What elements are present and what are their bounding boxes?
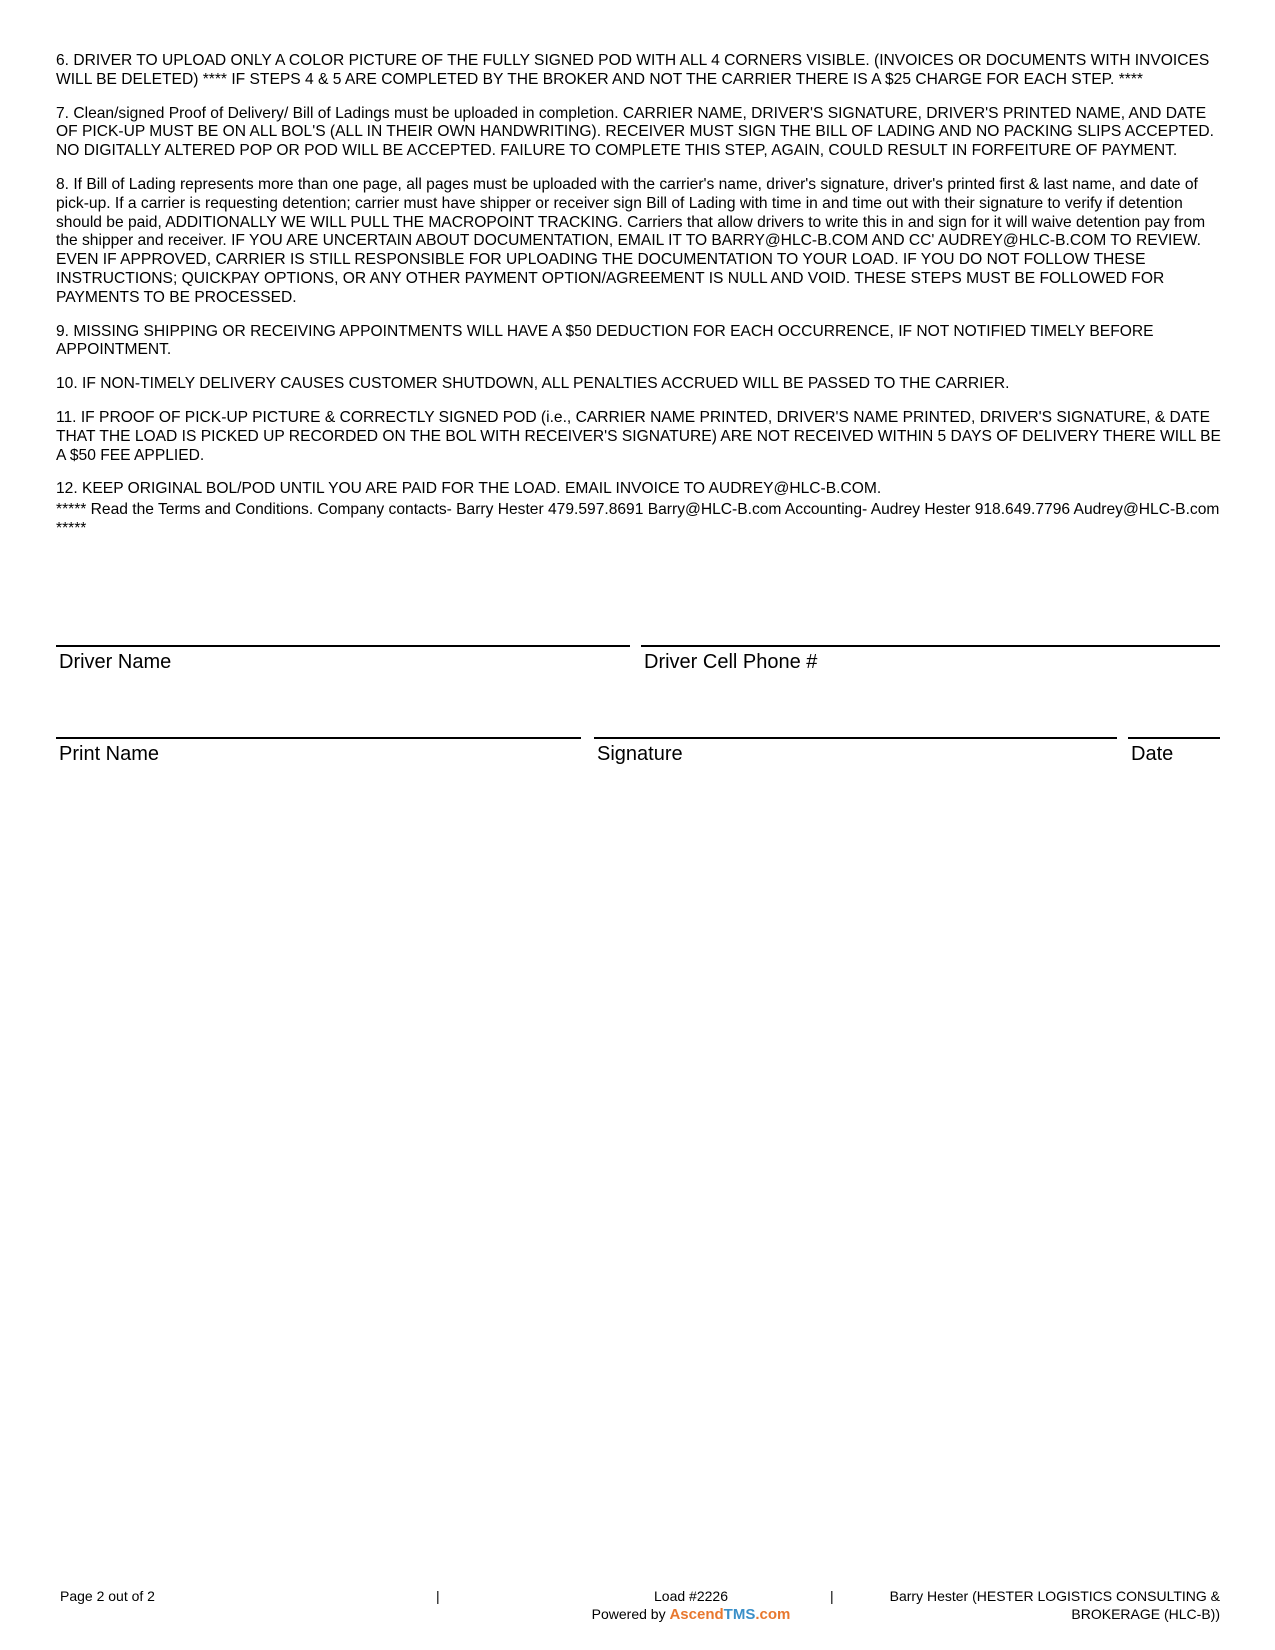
brand-tms: TMS bbox=[723, 1606, 756, 1623]
date-field[interactable] bbox=[1128, 737, 1220, 766]
term-item: 11. IF PROOF OF PICK-UP PICTURE & CORRECTLY SIGNED POD (i.e., CARRIER NAME PRINTED, DRIVER'S NAME PRINTED, DRIVER'S SIGNATURE, & DATE THAT THE LOAD IS PICKED UP RECORDED ON THE BOL WITH RECEIVER'S SIGNATURE) ARE NOT RECEIVED WITHIN 5 DAYS OF DELIVERY THERE WILL BE A $50 FEE APPLIED. bbox=[56, 408, 1221, 464]
load-number: Load #2226 bbox=[654, 1588, 728, 1604]
print-name-field[interactable] bbox=[56, 737, 581, 766]
footer-center bbox=[526, 1587, 856, 1624]
term-item: 6. DRIVER TO UPLOAD ONLY A COLOR PICTURE OF THE FULLY SIGNED POD WITH ALL 4 CORNERS VISIBLE. (INVOICES OR DOCUMENTS WITH INVOICES WILL BE DELETED) **** IF STEPS 4 & 5 ARE COMPLETED BY THE BROKER AND NOT THE CARRIER THERE IS A $25 CHARGE FOR EACH STEP. **** bbox=[56, 52, 1210, 88]
company-line-1: Barry Hester (HESTER LOGISTICS CONSULTING & bbox=[889, 1588, 1220, 1604]
powered-by-label: Powered by bbox=[591, 1606, 666, 1622]
signature-row bbox=[56, 737, 1220, 777]
term-item: 8. If Bill of Lading represents more than one page, all pages must be uploaded with the carrier's name, driver's signature, driver's printed first & last name, and date of pick-up. If a carrier is requesting detention; carrier must have shipper or receiver sign Bill of Lading with time in and time out with their signature to verify if detention should be paid, ADDITIONALLY WE WILL PULL THE MACROPOINT TRACKING. Carriers that allow drivers to write this in and sign for it will waive detention pay from the shipper and receiver. IF YOU ARE UNCERTAIN ABOUT DOCUMENTATION, EMAIL IT TO BARRY@HLC-B.COM AND CC' AUDREY@HLC-B.COM TO REVIEW. EVEN IF APPROVED, CARRIER IS STILL RESPONSIBLE FOR UPLOADING THE DOCUMENTATION TO YOUR LOAD. IF YOU DO NOT FOLLOW THESE INSTRUCTIONS; QUICKPAY OPTIONS, OR ANY OTHER PAYMENT OPTION/AGREEMENT IS NULL AND VOID. THESE STEPS MUST BE FOLLOWED FOR PAYMENTS TO BE PROCESSED. bbox=[56, 175, 1206, 306]
term-item: 7. Clean/signed Proof of Delivery/ Bill of Ladings must be uploaded in completion. CARRIER NAME, DRIVER'S SIGNATURE, DRIVER'S PRINTED NAME, AND DATE OF PICK-UP MUST BE ON ALL BOL'S (ALL IN THEIR OWN HANDWRITING). RECEIVER MUST SIGN THE BILL OF LADING AND NO PACKING SLIPS ACCEPTED. NO DIGITALLY ALTERED POP OR POD WILL BE ACCEPTED. FAILURE TO COMPLETE THIS STEP, AGAIN, COULD RESULT IN FORFEITURE OF PAYMENT. bbox=[56, 104, 1215, 160]
contacts-note: ***** Read the Terms and Conditions. Company contacts- Barry Hester 479.597.8691 Barry@HLC-B.com Accounting- Audrey Hester 918.649.7796 Audrey@HLC-B.com ***** bbox=[56, 501, 1220, 537]
driver-name-label: Driver Name bbox=[59, 651, 172, 673]
footer-separator: | bbox=[436, 1588, 440, 1604]
company-info bbox=[890, 1587, 1220, 1623]
terms-section bbox=[56, 52, 1224, 554]
driver-name-field[interactable] bbox=[56, 645, 630, 674]
term-item: 9. MISSING SHIPPING OR RECEIVING APPOINTMENTS WILL HAVE A $50 DEDUCTION FOR EACH OCCURRENCE, IF NOT NOTIFIED TIMELY BEFORE APPOINTMENT. bbox=[56, 322, 1154, 359]
driver-info-row bbox=[56, 645, 1220, 685]
brand-com: .com bbox=[755, 1606, 791, 1623]
driver-cell-phone-label: Driver Cell Phone # bbox=[644, 651, 818, 673]
company-line-2: BROKERAGE (HLC-B)) bbox=[1071, 1606, 1220, 1622]
page-number: Page 2 out of 2 bbox=[60, 1588, 155, 1604]
print-name-label: Print Name bbox=[59, 743, 160, 765]
ascendtms-logo[interactable] bbox=[669, 1606, 790, 1623]
term-item: 12. KEEP ORIGINAL BOL/POD UNTIL YOU ARE PAID FOR THE LOAD. EMAIL INVOICE TO AUDREY@HLC-B.COM. bbox=[56, 480, 882, 498]
date-label: Date bbox=[1131, 743, 1174, 765]
signature-field[interactable] bbox=[594, 737, 1117, 766]
signature-label: Signature bbox=[597, 743, 683, 765]
driver-cell-phone-field[interactable] bbox=[641, 645, 1220, 674]
footer-separator: | bbox=[830, 1588, 834, 1604]
term-item: 10. IF NON-TIMELY DELIVERY CAUSES CUSTOMER SHUTDOWN, ALL PENALTIES ACCRUED WILL BE PASSED TO THE CARRIER. bbox=[56, 375, 1010, 393]
brand-ascend: Ascend bbox=[669, 1606, 724, 1623]
powered-by bbox=[526, 1605, 856, 1624]
